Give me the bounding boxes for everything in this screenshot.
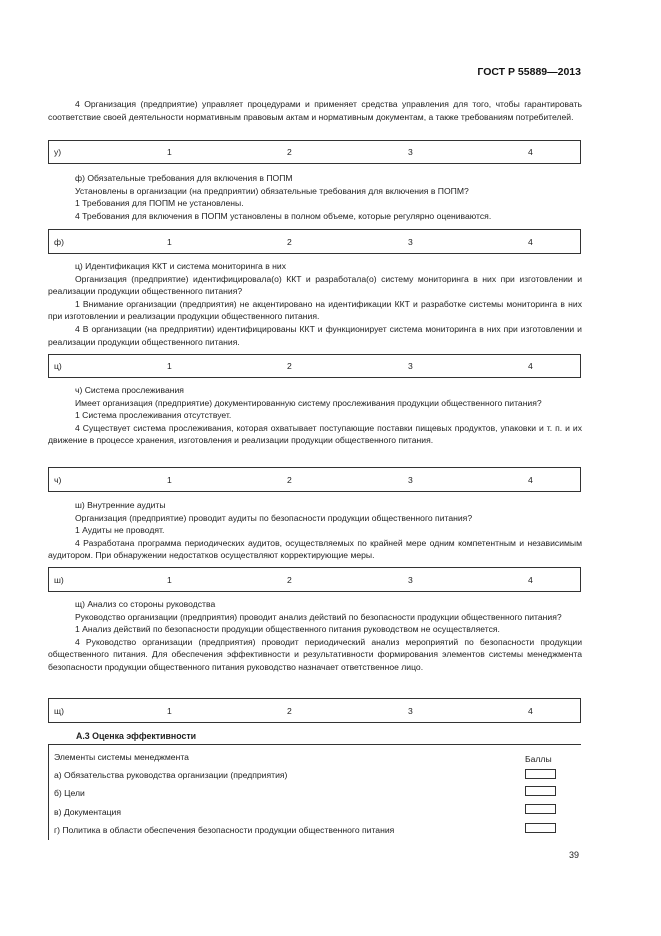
text-block-sh — [48, 499, 582, 562]
question: Установлены в организации (на предприятии) обязательные требования для включения в ПОПМ? — [75, 185, 469, 196]
rating-value-4[interactable]: 4 — [528, 705, 533, 716]
paragraph: 4 Организация (предприятие) управляет процедурами и применяет средства управления для того, чтобы гарантировать соответствие своей деятельности нормативным правовым актам и нормативным документам, а также требованиям потребителей. — [48, 99, 582, 122]
rating-value-1[interactable]: 1 — [167, 147, 172, 157]
question: Организация (предприятие) идентифицировала(о) ККТ и разработала(о) систему мониторинга в них при изготовлении и реализации продукции общественного питания? — [48, 273, 582, 297]
rating-label: щ) — [54, 705, 64, 716]
score-1-description: 1 Система прослеживания отсутствует. — [75, 410, 232, 421]
standard-header: ГОСТ Р 55889—2013 — [477, 66, 581, 78]
rating-value-4[interactable]: 4 — [528, 474, 533, 485]
score-input-box[interactable] — [525, 804, 556, 814]
rating-value-2[interactable]: 2 — [287, 147, 292, 157]
score-4-description: 4 В организации (на предприятии) идентифицированы ККТ и функционирует система мониторинга в них при изготовлении и реализации продукции общественного питания. — [48, 323, 582, 347]
score-4-description: 4 Существует система прослеживания, которая охватывает поступающие поставки пищевых продуктов, упаковки и т. п. и их движение в процессе хранения, изготовления и реализации продукции общественного питания. — [48, 422, 582, 446]
rating-value-2[interactable]: 2 — [287, 574, 292, 585]
efficiency-section-title: А.3 Оценка эффективности — [76, 731, 197, 741]
question: Имеет организация (предприятие) документированную систему прослеживания продукции общественного питания? — [75, 397, 542, 408]
column-header-score: Баллы — [525, 754, 552, 764]
score-input-box[interactable] — [525, 769, 556, 779]
score-1-description: 1 Требования для ПОПМ не установлены. — [75, 198, 244, 209]
rating-value-1[interactable]: 1 — [167, 474, 172, 485]
rating-value-4[interactable]: 4 — [528, 361, 533, 371]
rating-value-3[interactable]: 3 — [408, 236, 413, 247]
score-input-box[interactable] — [525, 786, 556, 796]
score-1-description: 1 Внимание организации (предприятия) не акцентировано на идентификации ККТ и разработке системы мониторинга в них при изготовлении и реализации продукции общественного питания. — [48, 298, 582, 322]
section-title: щ) Анализ со стороны руководства — [75, 599, 216, 609]
rating-value-1[interactable]: 1 — [167, 361, 172, 371]
score-4-description: 4 Разработана программа периодических аудитов, осуществляемых по крайней мере одним компетентным и независимым аудитором. При обнаружении недостатков осуществляют корректирующие меры. — [48, 537, 582, 561]
rating-value-4[interactable]: 4 — [528, 236, 533, 247]
efficiency-table — [48, 744, 581, 840]
rating-value-3[interactable]: 3 — [408, 705, 413, 716]
question: Руководство организации (предприятия) проводит анализ действий по безопасности продукции общественного питания? — [75, 611, 562, 622]
element-row: в) Документация — [54, 807, 121, 817]
rating-label: ф) — [54, 236, 64, 247]
rating-value-3[interactable]: 3 — [408, 361, 413, 371]
rating-row-f — [48, 229, 581, 254]
element-row: а) Обязательства руководства организации (предприятия) — [54, 770, 288, 780]
rating-label: ч) — [54, 474, 62, 485]
page-number: 39 — [568, 850, 579, 860]
text-block-f — [48, 172, 582, 222]
rating-value-2[interactable]: 2 — [287, 705, 292, 716]
score-4-description: 4 Руководство организации (предприятия) проводит периодический анализ мероприятий по безопасности продукции общественного питания. Для обеспечения эффективности и результативности формирования элементов системы менеджмента безопасности продукции общественного питания руководство назначает ответственное лицо. — [48, 636, 582, 672]
rating-value-1[interactable]: 1 — [167, 236, 172, 247]
rating-value-2[interactable]: 2 — [287, 361, 292, 371]
section-title: ч) Система прослеживания — [75, 385, 184, 395]
element-row: б) Цели — [54, 788, 85, 798]
rating-row-ch — [48, 467, 581, 492]
score-4-description: 4 Требования для включения в ПОПМ установлены в полном объеме, которые регулярно оцениваются. — [75, 210, 492, 221]
rating-value-2[interactable]: 2 — [287, 474, 292, 485]
text-block-shch — [48, 598, 582, 674]
rating-label: ш) — [54, 574, 64, 585]
section-title: ш) Внутренние аудиты — [75, 500, 166, 510]
rating-row-shch — [48, 698, 581, 723]
column-header-elements: Элементы системы менеджмента — [54, 752, 189, 762]
rating-row-ts — [48, 354, 581, 378]
section-title: ф) Обязательные требования для включения в ПОПМ — [75, 173, 293, 183]
question: Организация (предприятие) проводит аудиты по безопасности продукции общественного питания? — [75, 512, 473, 523]
score-1-description: 1 Аудиты не проводят. — [75, 525, 165, 536]
rating-value-4[interactable]: 4 — [528, 574, 533, 585]
rating-value-3[interactable]: 3 — [408, 474, 413, 485]
rating-value-4[interactable]: 4 — [528, 147, 533, 157]
element-row: г) Политика в области обеспечения безопасности продукции общественного питания — [54, 825, 395, 835]
score-1-description: 1 Анализ действий по безопасности продукции общественного питания руководством не осуществляется. — [75, 624, 500, 635]
rating-value-3[interactable]: 3 — [408, 574, 413, 585]
rating-value-1[interactable]: 1 — [167, 705, 172, 716]
rating-label: у) — [54, 147, 62, 157]
text-block-ts — [48, 260, 582, 348]
rating-value-1[interactable]: 1 — [167, 574, 172, 585]
rating-value-3[interactable]: 3 — [408, 147, 413, 157]
rating-row-u — [48, 140, 581, 164]
text-block-ch — [48, 384, 582, 447]
rating-label: ц) — [54, 361, 62, 371]
rating-value-2[interactable]: 2 — [287, 236, 292, 247]
section-title: ц) Идентификация ККТ и система мониторинга в них — [75, 261, 286, 271]
text-block-u — [48, 98, 582, 123]
score-input-box[interactable] — [525, 823, 556, 833]
rating-row-sh — [48, 567, 581, 592]
